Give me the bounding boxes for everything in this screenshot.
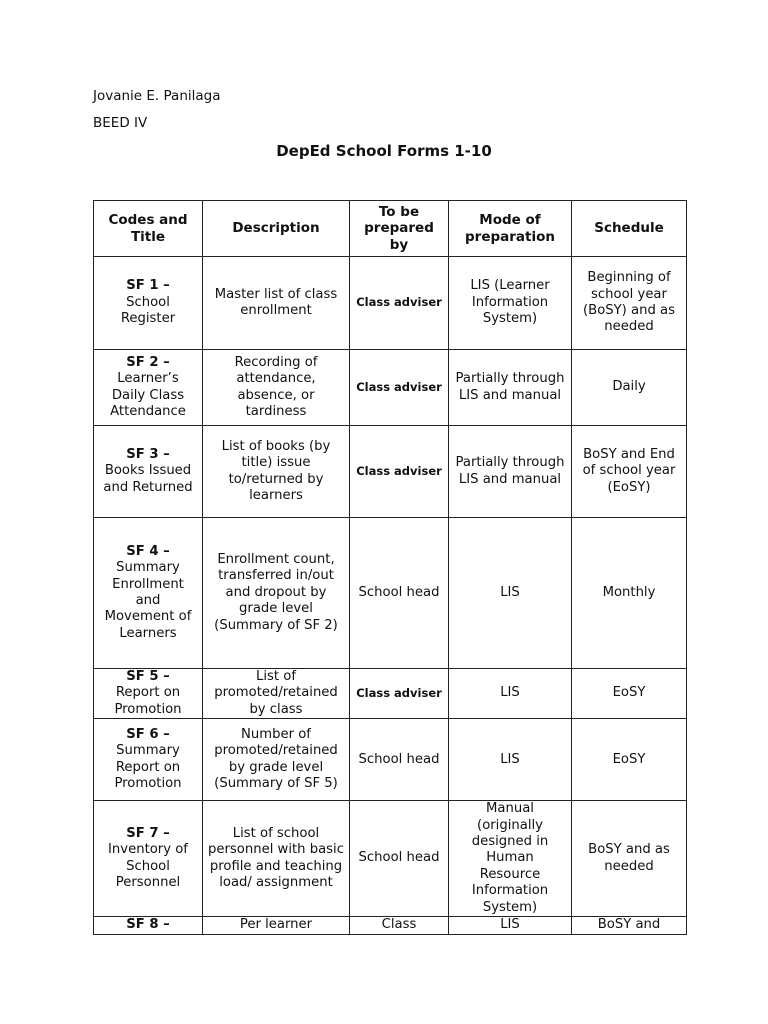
form-code-title [94,801,203,917]
table-row [94,801,687,917]
form-code: SF 5 – [126,669,170,684]
form-schedule: Monthly [572,518,687,669]
form-prepared-by: School head [350,518,449,669]
form-description: List of school personnel with basic profile and teaching load/ assignment [203,801,350,917]
table-row [94,426,687,518]
column-header-prepared-by: To be prepared by [350,201,449,257]
form-code: SF 4 – [126,543,170,559]
form-prepared-by: School head [350,719,449,801]
form-description: Per learner [203,917,350,935]
course-label: BEED IV [93,115,148,131]
form-title: Summary Report on Promotion [114,743,182,792]
author-name: Jovanie E. Panilaga [93,88,221,104]
table-row [94,719,687,801]
form-description: Recording of attendance, absence, or tardiness [203,350,350,426]
form-code-title [94,257,203,350]
form-schedule: BoSY and End of school year (EoSY) [572,426,687,518]
form-mode: LIS [449,518,572,669]
form-description: Master list of class enrollment [203,257,350,350]
form-prepared-by: Class adviser [350,669,449,719]
form-schedule: BoSY and as needed [572,801,687,917]
form-schedule: BoSY and [572,917,687,935]
form-description: List of promoted/retained by class [203,669,350,719]
form-code: SF 3 – [126,446,170,462]
form-code-title [94,917,203,935]
form-code: SF 7 – [126,825,170,841]
form-prepared-by: Class [350,917,449,935]
form-title: Learner’s Daily Class Attendance [110,371,186,419]
form-schedule: EoSY [572,669,687,719]
form-schedule: EoSY [572,719,687,801]
form-code-title [94,719,203,801]
column-header-schedule: Schedule [572,201,687,257]
form-description: Number of promoted/retained by grade level (Summary of SF 5) [203,719,350,801]
form-mode: LIS (Learner Information System) [449,257,572,350]
form-mode: LIS [449,669,572,719]
form-mode: Partially through LIS and manual [449,426,572,518]
form-prepared-by: Class adviser [350,257,449,350]
column-header-codes: Codes and Title [94,201,203,257]
form-prepared-by: School head [350,801,449,917]
form-code: SF 1 – [126,278,170,294]
form-title: Report on Promotion [114,685,182,717]
form-title: School Register [120,294,176,327]
form-mode: Manual (originally designed in Human Resource Information System) [449,801,572,917]
form-prepared-by: Class adviser [350,350,449,426]
form-schedule: Daily [572,350,687,426]
form-code-title [94,518,203,669]
form-schedule: Beginning of school year (BoSY) and as needed [572,257,687,350]
table-row [94,350,687,426]
table-row [94,669,687,719]
form-code-title [94,669,203,719]
form-code: SF 2 – [126,354,170,370]
form-title: Inventory of School Personnel [108,842,188,891]
form-title: Summary Enrollment and Movement of Learners [104,560,192,641]
form-mode: Partially through LIS and manual [449,350,572,426]
form-mode: LIS [449,917,572,935]
form-code-title [94,350,203,426]
form-description: List of books (by title) issue to/returned by learners [203,426,350,518]
table-row [94,257,687,350]
form-code-title [94,426,203,518]
table-row [94,518,687,669]
table-row [94,917,687,935]
document-title: DepEd School Forms 1-10 [276,142,492,160]
column-header-mode: Mode of preparation [449,201,572,257]
form-title: Books Issued and Returned [103,463,193,495]
form-code: SF 8 – [126,917,170,933]
form-mode: LIS [449,719,572,801]
column-header-description: Description [203,201,350,257]
form-description: Enrollment count, transferred in/out and dropout by grade level (Summary of SF 2) [203,518,350,669]
form-prepared-by: Class adviser [350,426,449,518]
table-header-row [94,201,687,257]
school-forms-table [93,200,687,935]
form-code: SF 6 – [126,726,170,742]
